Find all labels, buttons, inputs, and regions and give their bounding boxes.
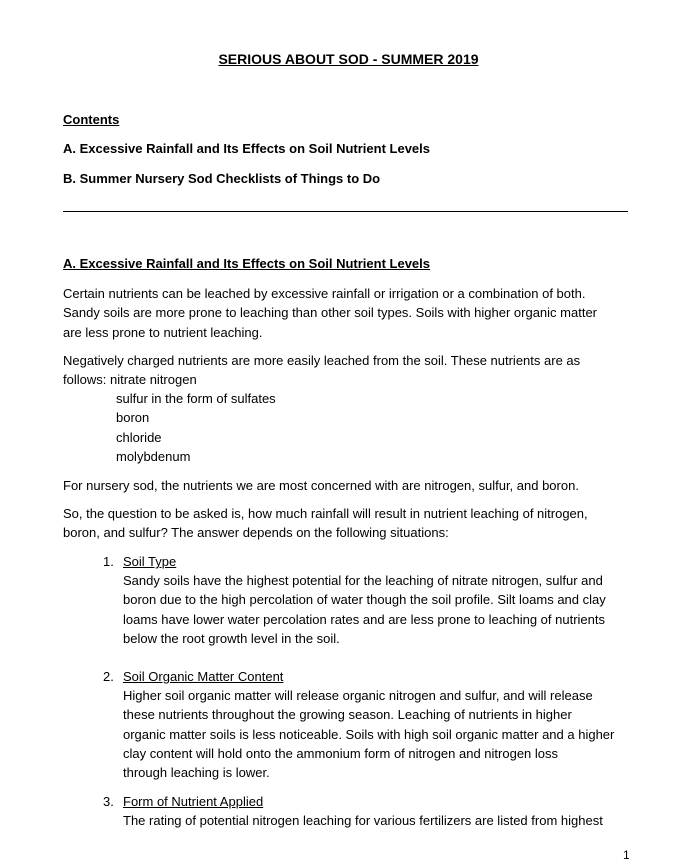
paragraph-line: For nursery sod, the nutrients we are most concerned with are nitrogen, sulfur, and boron.	[63, 478, 579, 493]
list-item-line: boron due to the high percolation of water though the soil profile. Silt loams and clay	[123, 592, 606, 607]
list-item-number: 3.	[103, 794, 114, 809]
contents-item-a: A. Excessive Rainfall and Its Effects on Soil Nutrient Levels	[63, 141, 431, 156]
list-item-line: loams have lower water percolation rates and are less prone to leaching of nutrients	[123, 612, 605, 627]
section-a-heading: A. Excessive Rainfall and Its Effects on Soil Nutrient Levels	[63, 256, 431, 271]
list-item-line: through leaching is lower.	[123, 765, 270, 780]
page-number: 1	[623, 848, 630, 862]
nutrient-list-item: chloride	[116, 430, 162, 445]
contents-item-b: B. Summer Nursery Sod Checklists of Things to Do	[63, 171, 381, 186]
contents-heading: Contents	[63, 112, 120, 127]
nutrient-list-item: sulfur in the form of sulfates	[116, 391, 276, 406]
nutrient-list-item: molybdenum	[116, 449, 191, 464]
list-item-line: The rating of potential nitrogen leaching for various fertilizers are listed from highest	[123, 813, 603, 828]
paragraph-line: boron, and sulfur? The answer depends on the following situations:	[63, 525, 449, 540]
document-title: SERIOUS ABOUT SOD - SUMMER 2019	[218, 51, 479, 67]
list-item-title: Soil Type	[123, 554, 177, 569]
list-item-title: Soil Organic Matter Content	[123, 669, 284, 684]
list-item-line: Sandy soils have the highest potential for the leaching of nitrate nitrogen, sulfur and	[123, 573, 603, 588]
list-item-title: Form of Nutrient Applied	[123, 794, 264, 809]
list-item-line: these nutrients throughout the growing season. Leaching of nutrients in higher	[123, 707, 572, 722]
nutrient-list-item: boron	[116, 410, 150, 425]
paragraph-line: So, the question to be asked is, how much rainfall will result in nutrient leaching of nitrogen,	[63, 506, 588, 521]
list-item-line: below the root growth level in the soil.	[123, 631, 340, 646]
list-item-line: Higher soil organic matter will release organic nitrogen and sulfur, and will release	[123, 688, 593, 703]
paragraph-line: follows: nitrate nitrogen	[63, 372, 197, 387]
paragraph-line: Sandy soils are more prone to leaching than other soil types. Soils with higher organic matter	[63, 305, 598, 320]
list-item-line: organic matter soils is less noticeable. Soils with high soil organic matter and a higher	[123, 727, 615, 742]
paragraph-line: are less prone to nutrient leaching.	[63, 325, 263, 340]
list-item-number: 1.	[103, 554, 114, 569]
paragraph-line: Certain nutrients can be leached by excessive rainfall or irrigation or a combination of both.	[63, 286, 586, 301]
paragraph-line: Negatively charged nutrients are more easily leached from the soil. These nutrients are as	[63, 353, 581, 368]
list-item-line: clay content will hold onto the ammonium form of nitrogen and nitrogen loss	[123, 746, 559, 761]
horizontal-divider	[63, 211, 628, 212]
list-item-number: 2.	[103, 669, 114, 684]
